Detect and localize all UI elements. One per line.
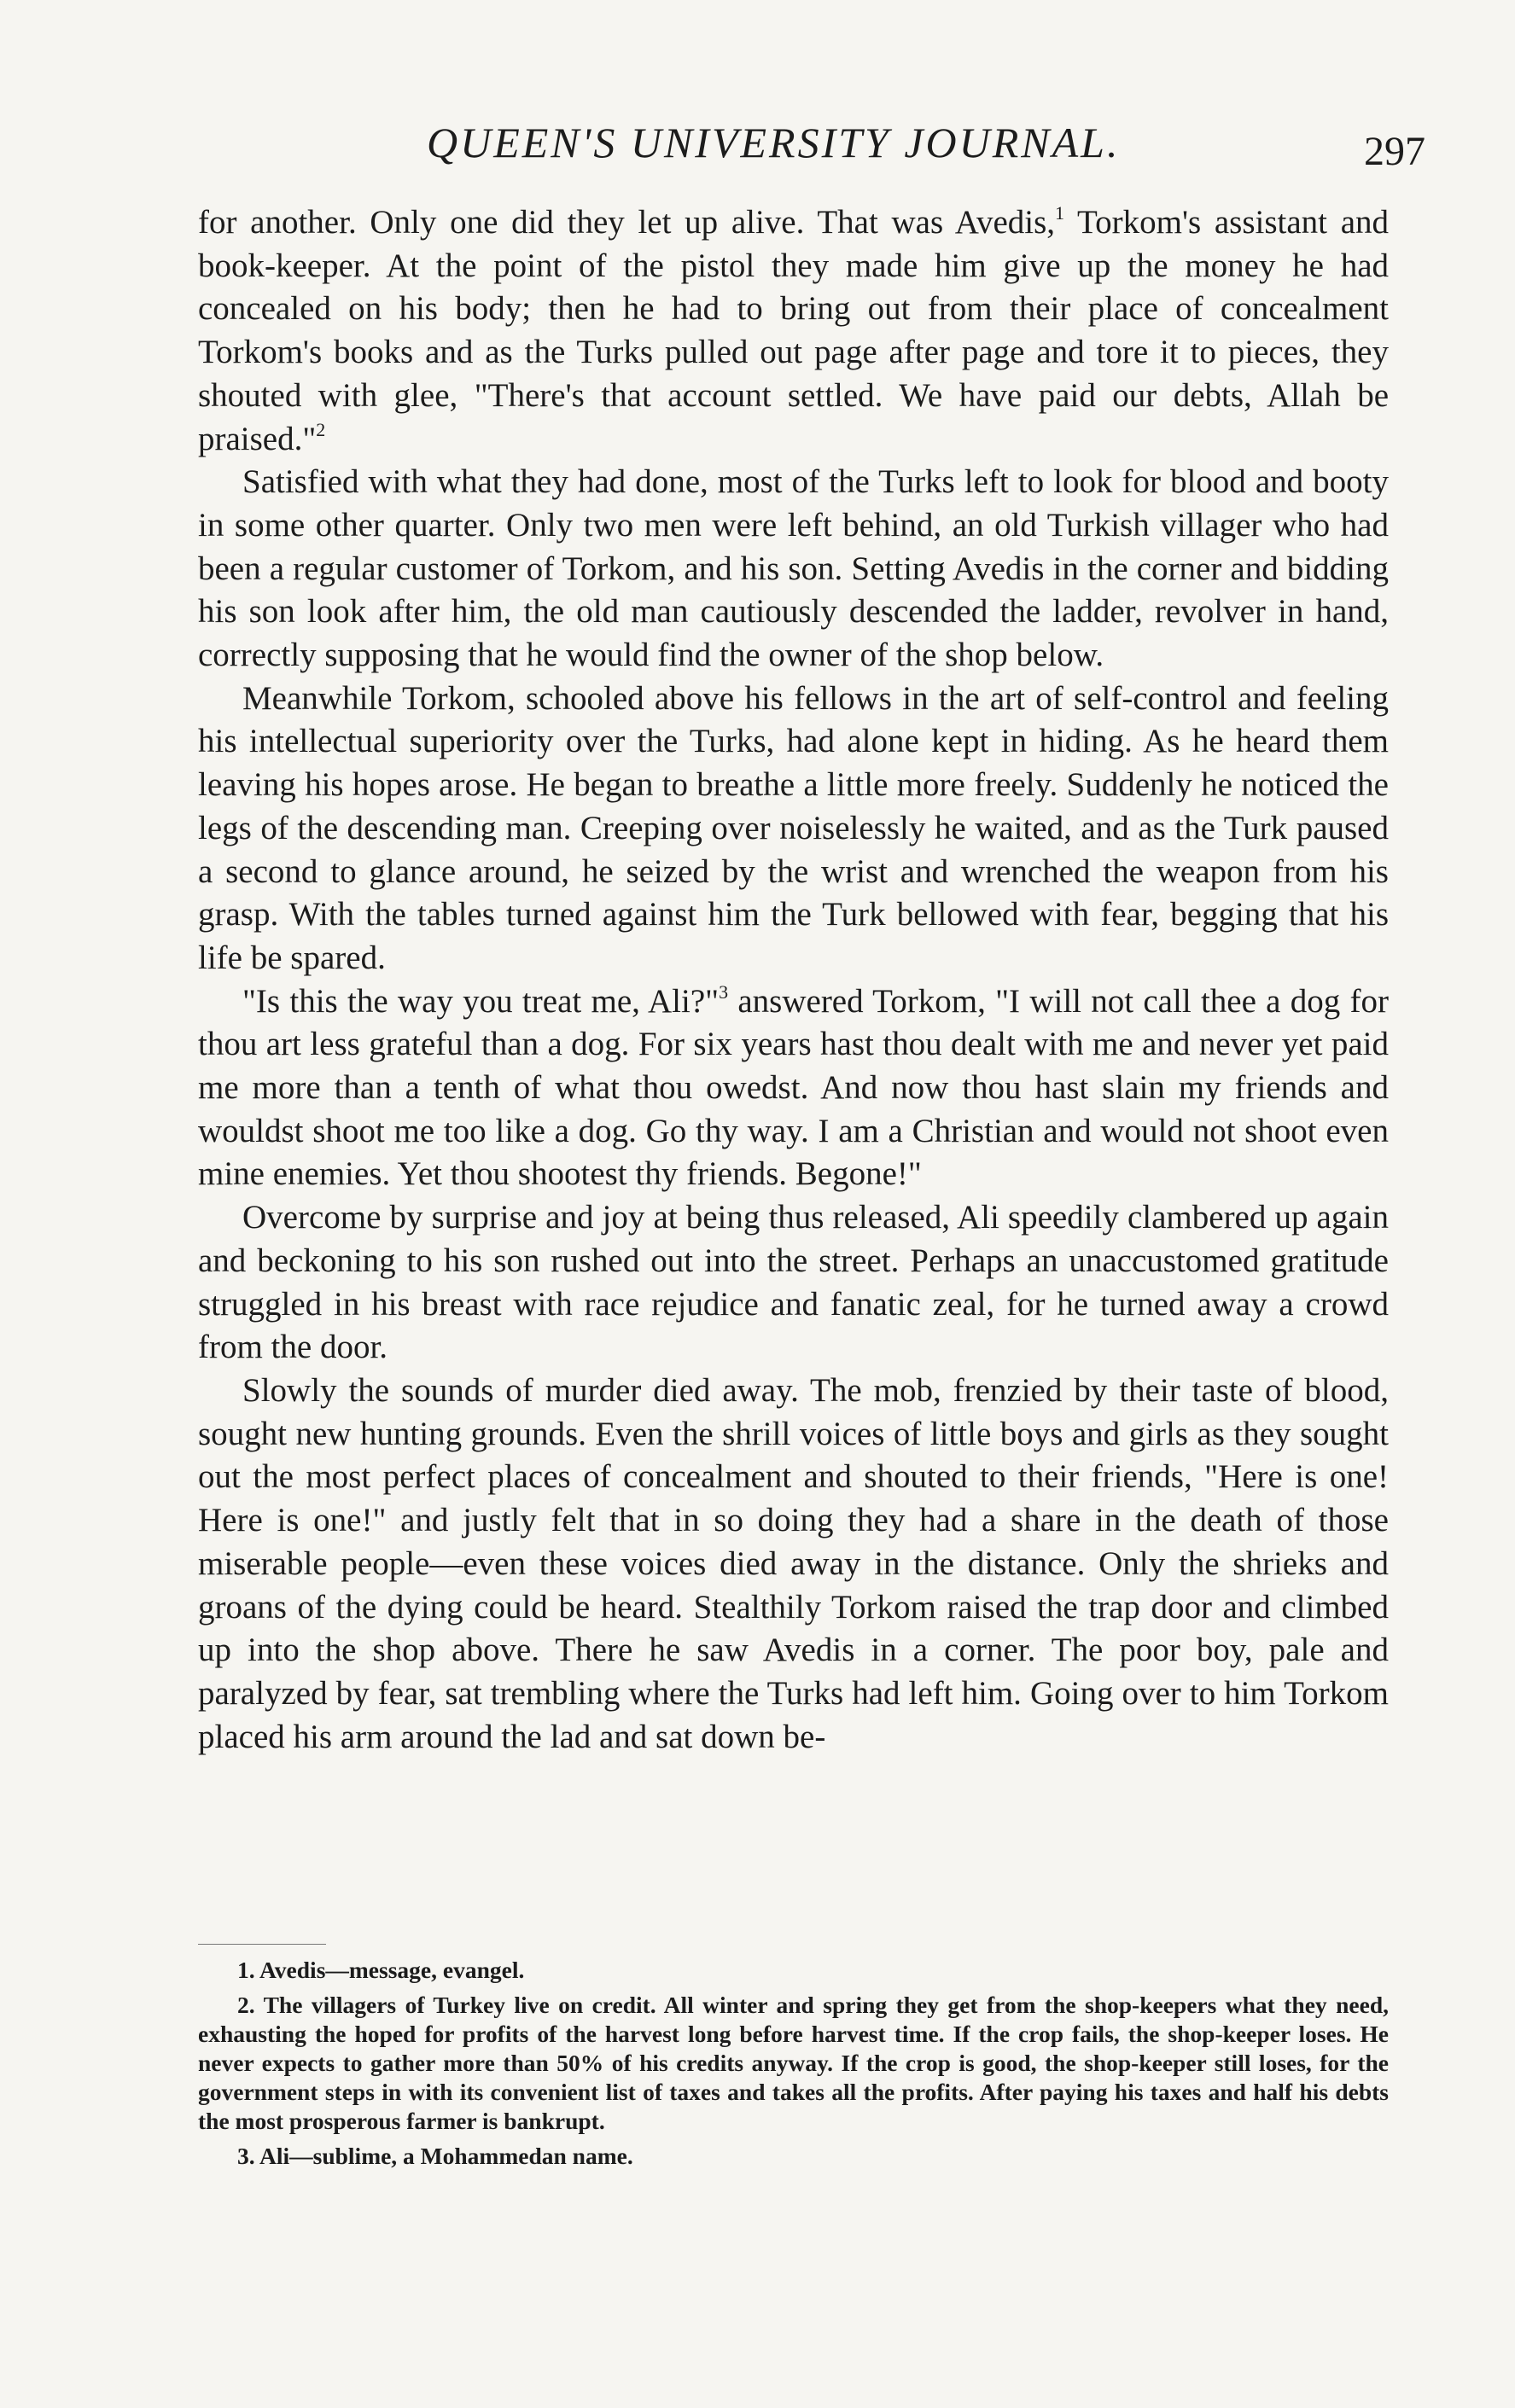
paragraph-text: Satisfied with what they had done, most of the Turks left to look for blood and booty in some other quarter. Only two men were left behind, an old Turkish villager who had been a regular customer of Torkom, and his son. Setting Avedis in the corner and bidding his son look after him, the old man cautiously descended the ladder, revolver in hand, correctly supposing that he would find the owner of the shop below.: [198, 463, 1389, 674]
paragraph-text: Slowly the sounds of murder died away. The mob, frenzied by their taste of blood, sought new hunting grounds. Even the shrill voices of little boys and girls as they sought out the most perfect places of concealment and shouted to their friends, "Here is one! Here is one!" and justly felt that in so doing they had a share in the death of those miserable people—even these voices died away in the distance. Only the shrieks and groans of the dying could be heard. Stealthily Torkom raised the trap door and climbed up into the shop above. There he saw Avedis in a corner. The poor boy, pale and paralyzed by fear, sat trembling where the Turks had left him. Going over to him Torkom placed his arm around the lad and sat down be-: [198, 1371, 1389, 1755]
paragraph: [198, 201, 1389, 461]
paragraph-text: Meanwhile Torkom, schooled above his fellows in the art of self-control and feeling his intellectual superiority over the Turks, had alone kept in hiding. As he heard them leaving his hopes arose. He began to breathe a little more freely. Suddenly he noticed the legs of the descending man. Creeping over noiselessly he waited, and as the Turk paused a second to glance around, he seized by the wrist and wrenched the weapon from his grasp. With the tables turned against him the Turk bellowed with fear, begging that his life be spared.: [198, 679, 1389, 976]
body-text: [198, 201, 1389, 1759]
footnote-reference: 1: [1055, 202, 1065, 224]
paragraph-text: "Is this the way you treat me, Ali?": [242, 982, 720, 1020]
running-title: QUEEN'S UNIVERSITY JOURNAL.: [427, 119, 1121, 166]
page-header: [205, 111, 1425, 174]
footnote-reference: 3: [719, 980, 729, 1003]
paragraph: [198, 980, 1389, 1197]
paragraph: [198, 1196, 1389, 1370]
paragraph: [198, 461, 1389, 678]
paragraph-text: answered Torkom, "I will not call thee a dog for thou art less grateful than a dog. For six years hast thou dealt with me and never yet paid me more than a tenth of what thou owedst. And now thou hast slain my friends and wouldst shoot me too like a dog. Go thy way. I am a Christian and would not shoot even mine enemies. Yet thou shootest thy friends. Begone!": [198, 982, 1390, 1193]
page-number: 297: [1364, 129, 1425, 174]
footnote-reference: 2: [316, 418, 326, 440]
paragraph: [198, 1370, 1389, 1759]
footnote: 1. Avedis—message, evangel.: [237, 1957, 525, 1983]
paragraph-text: Overcome by surprise and joy at being thus released, Ali speedily clambered up again and beckoning to his son rushed out into the street. Perhaps an unaccustomed gratitude struggled in his breast with race rejudice and fanatic zeal, for he turned away a crowd from the door.: [198, 1199, 1389, 1366]
footnote: 3. Ali—sublime, a Mohammedan name.: [237, 2143, 633, 2169]
footnote: 2. The villagers of Turkey live on credit. All winter and spring they get from the shop-keepers what they need, exhausting the hoped for profits of the harvest long before harvest time. If the crop fails, the shop-keeper loses. He never expects to gather more than 50% of his credits anyway. If the crop is good, the shop-keeper still loses, for the government steps in with its convenient list of taxes and takes all the profits. After paying his taxes and half his debts the most prosperous farmer is bankrupt.: [198, 1992, 1389, 2134]
footnotes: [198, 1956, 1389, 2177]
paragraph: [198, 678, 1389, 980]
footnote-rule: [198, 1944, 326, 1945]
paragraph-text: Torkom's assistant and book-keeper. At the point of the pistol they made him give up the money he had concealed on his body; then he had to bring out from their place of concealment Torkom's books and as the Turks pulled out page after page and tore it to pieces, they shouted with glee, "There's that account settled. We have paid our debts, Allah be praised.": [198, 204, 1390, 457]
paragraph-text: for another. Only one did they let up alive. That was Avedis,: [198, 204, 1056, 241]
